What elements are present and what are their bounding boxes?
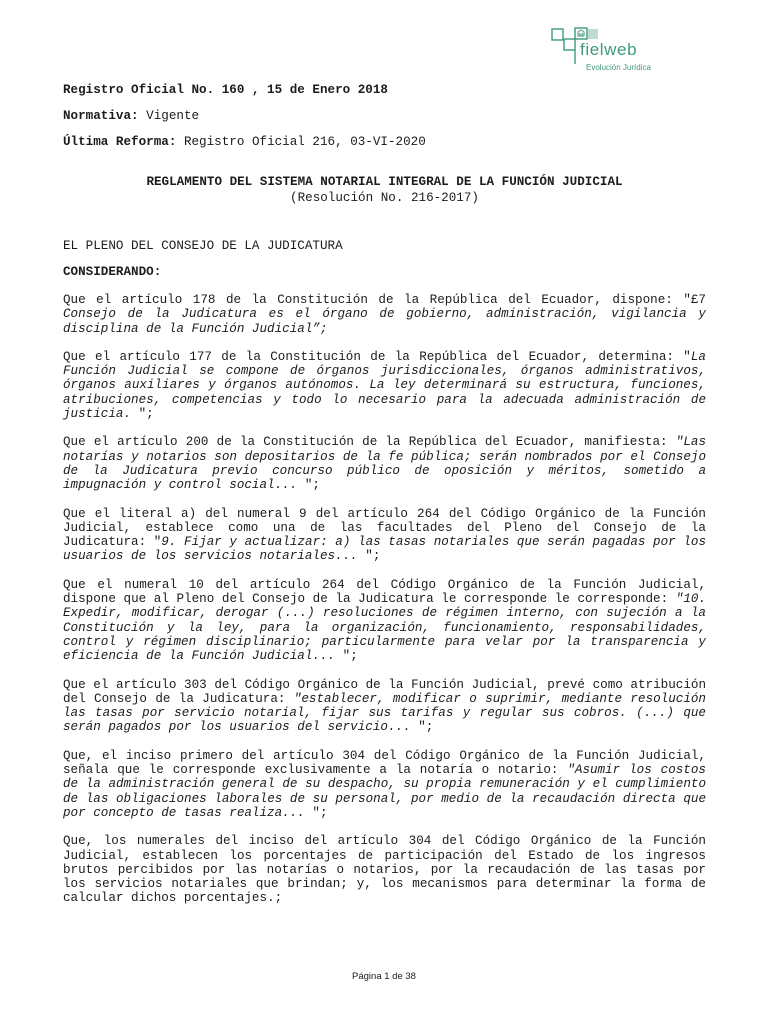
page-number: Página 1 de 38: [352, 971, 416, 982]
registro-line: [63, 83, 706, 97]
document-subtitle: (Resolución No. 216-2017): [290, 191, 479, 205]
considerando-paragraph: Que el artículo 178 de la Constitución de la República del Ecuador, dispone: "£7 Consejo de la Judicatura es el órgano de gobierno, administración, vigilancia y disciplina de la Función Judicial”;: [63, 293, 706, 336]
considerando-paragraph: Que el artículo 200 de la Constitución de la República del Ecuador, manifiesta: "Las notarías y notarios son depositarios de la fe pública; serán nombrados por el Consejo de la Judicatura previo concurso público de oposición y méritos, sometido a impugnación y control social... ";: [63, 435, 706, 493]
considerando-paragraph: Que, el inciso primero del artículo 304 del Código Orgánico de la Función Judicial, señala que le corresponde exclusivamente a la notaría o notario: "Asumir los costos de la administración general de su despacho, su propia remuneración y el cumplimiento de las obligaciones laborales de su personal, por medio de la recaudación directa que por concepto de tasas realiza... ";: [63, 748, 706, 820]
document-title: REGLAMENTO DEL SISTEMA NOTARIAL INTEGRAL DE LA FUNCIÓN JUDICIAL: [146, 175, 623, 189]
considerando-paragraph: Que, los numerales del inciso del artículo 304 del Código Orgánico de la Función Judicial, establecen los porcentajes de participación del Estado de los ingresos brutos percibidos por las notarías o notarios, por la recaudación de las tasas por los servicios notariales que brindan; y, los mecanismos para determinar la forma de calcular dichos porcentajes.;: [63, 834, 706, 906]
considerando-paragraph: Que el artículo 177 de la Constitución de la República del Ecuador, determina: "La Función Judicial se compone de órganos jurisdiccionales, órganos administrativos, órganos auxiliares y órganos autónomos. La ley determinará su estructura, funciones, atribuciones, competencias y todo lo necesario para la adecuada administración de justicia. ";: [63, 349, 706, 422]
registro-text: Registro Oficial No. 160 , 15 de Enero 2018: [63, 83, 388, 97]
logo-wordmark: fielweb: [580, 40, 638, 59]
considerando-paragraph: Que el artículo 303 del Código Orgánico de la Función Judicial, prevé como atribución del Consejo de la Judicatura: "establecer, modificar o suprimir, mediante resolución las tasas por servicio notarial, fijar sus tarifas y regular sus cobros. (...) que serán pagados por los usuarios del servicio... ";: [63, 677, 706, 735]
reforma-line: Última Reforma: Registro Oficial 216, 03-VI-2020: [63, 135, 426, 149]
normativa-label: Normativa: [63, 109, 132, 123]
normativa-value: Vigente: [146, 109, 200, 123]
normativa-line: Normativa: Vigente: [63, 109, 200, 123]
considerando-paragraph: Que el numeral 10 del artículo 264 del Código Orgánico de la Función Judicial, dispone que al Pleno del Consejo de la Judicatura le corresponde le corresponde: "10. Expedir, modificar, derogar (...) resoluciones de régimen interno, con sujeción a la Constitución y la ley, para la organización, funcionamiento, responsabilidades, control y régimen disciplinario; particularmente para velar por la transparencia y eficiencia de la Función Judicial... ";: [63, 577, 706, 664]
considerando-paragraph: Que el literal a) del numeral 9 del artículo 264 del Código Orgánico de la Función Judicial, establece como una de las facultades del Pleno del Consejo de la Judicatura: "9. Fijar y actualizar: a) las tasas notariales que serán pagadas por los usuarios de los servicios notariales... ";: [63, 506, 706, 564]
logo-tagline: Evolución Jurídica: [586, 63, 651, 72]
fielweb-logo: [550, 26, 670, 76]
reforma-label: Última Reforma: [63, 135, 169, 149]
reforma-value: Registro Oficial 216, 03-VI-2020: [183, 135, 426, 149]
considerando-heading: CONSIDERANDO:: [63, 265, 162, 279]
pleno-heading: EL PLENO DEL CONSEJO DE LA JUDICATURA: [63, 239, 343, 253]
document-body: [63, 83, 706, 918]
